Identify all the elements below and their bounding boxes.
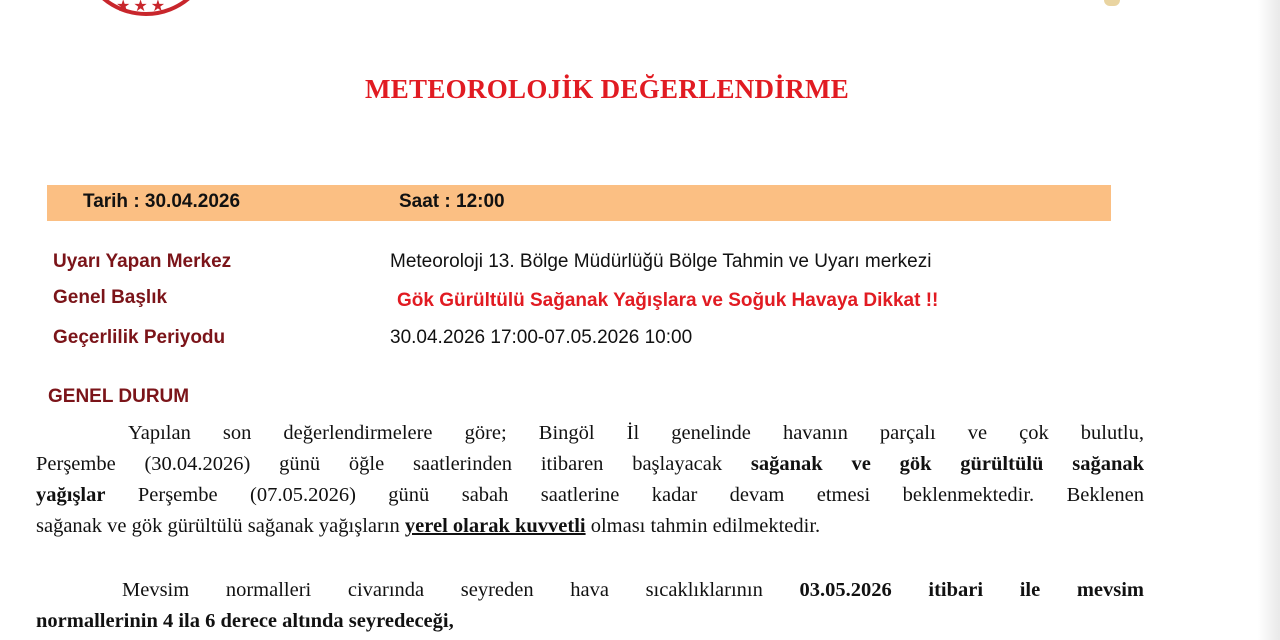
paragraph-bold-text: yağışlar	[36, 484, 106, 506]
paragraph-text: Perşembe (30.04.2026) günü öğle saatlerinden itibaren başlayacak	[36, 453, 751, 475]
time-label: Saat : 12:00	[399, 191, 505, 212]
general-title-label: Genel Başlık	[53, 287, 168, 308]
temperature-paragraph	[36, 575, 1144, 637]
validity-period-value: 30.04.2026 17:00-07.05.2026 10:00	[390, 327, 693, 348]
general-title-value: Gök Gürültülü Sağanak Yağışlara ve Soğuk Havaya Dikkat !!	[397, 290, 939, 311]
paragraph-bold-text: normallerinin 4 ila 6 derece altında seyredeceği,	[36, 610, 454, 632]
paragraph-text: sağanak ve gök gürültülü sağanak yağışların	[36, 515, 405, 537]
logo-stars-icon: ★★★	[116, 0, 169, 15]
paragraph-text: Mevsim normalleri civarında seyreden hava sıcaklıklarının	[122, 579, 800, 601]
paragraph-line	[36, 575, 1144, 606]
paragraph-line	[36, 606, 1144, 637]
page-edge-shadow	[1258, 0, 1280, 640]
institution-logo-left	[78, 0, 218, 20]
validity-period-label: Geçerlilik Periyodu	[53, 327, 226, 348]
paragraph-text: Perşembe (07.05.2026) günü sabah saatlerine kadar devam etmesi beklenmektedir. Beklenen	[105, 484, 1144, 506]
warning-center-value: Meteoroloji 13. Bölge Müdürlüğü Bölge Tahmin ve Uyarı merkezi	[390, 251, 932, 272]
date-label: Tarih : 30.04.2026	[83, 191, 241, 212]
paragraph-text: Yapılan son değerlendirmelere göre; Bingöl İl genelinde havanın parçalı ve çok bulutlu,	[128, 422, 1144, 444]
paragraph-bold-text: sağanak ve gök gürültülü sağanak	[750, 453, 1144, 475]
document-title: METEOROLOJİK DEĞERLENDİRME	[364, 74, 850, 104]
warning-center-label: Uyarı Yapan Merkez	[53, 251, 232, 272]
date-time-bar	[47, 185, 1111, 221]
emphasis-underlined-text: yerel olarak kuvvetli	[404, 515, 586, 537]
paragraph-line	[36, 418, 1144, 449]
paragraph-line	[36, 511, 1144, 542]
paragraph-text: olması tahmin edilmektedir.	[585, 515, 821, 537]
paragraph-bold-text: 03.05.2026 itibari ile mevsim	[799, 579, 1144, 601]
section-heading-general-status: GENEL DURUM	[48, 386, 190, 407]
institution-logo-right	[1104, 0, 1120, 6]
general-status-paragraph	[36, 418, 1144, 542]
paragraph-line	[36, 449, 1144, 480]
paragraph-line	[36, 480, 1144, 511]
